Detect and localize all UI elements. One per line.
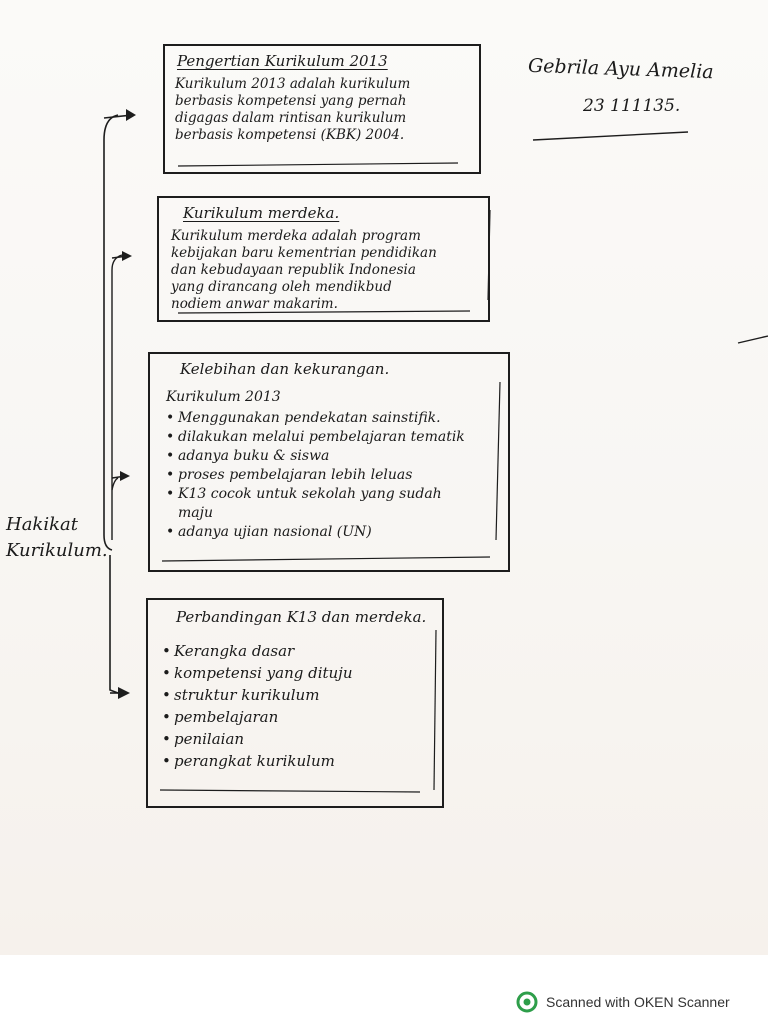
box4-list xyxy=(162,640,353,772)
box2-body xyxy=(171,228,437,313)
scanner-text: Scanned with OKEN Scanner xyxy=(546,994,730,1010)
central-topic-line2: Kurikulum. xyxy=(6,540,108,561)
box3-item: • Menggunakan pendekatan sainstifik. xyxy=(166,409,468,428)
box2-title: Kurikulum merdeka. xyxy=(183,204,340,222)
box3-item: • adanya buku & siswa xyxy=(166,447,468,466)
central-topic xyxy=(6,512,108,564)
box2-line: dan kebudayaan republik Indonesia xyxy=(171,262,416,278)
oken-logo-icon xyxy=(516,991,538,1013)
box3-item: • adanya ujian nasional (UN) xyxy=(166,523,468,542)
box4-body xyxy=(162,640,353,772)
box2-line: nodiem anwar makarim. xyxy=(171,296,338,312)
box1-title: Pengertian Kurikulum 2013 xyxy=(177,52,388,70)
box-perbandingan xyxy=(146,598,444,808)
central-topic-line1: Hakikat xyxy=(6,514,78,535)
scanner-watermark xyxy=(516,990,730,1014)
box-pengertian-k13 xyxy=(163,44,481,174)
box4-item: • pembelajaran xyxy=(162,706,353,728)
box4-title: Perbandingan K13 dan merdeka. xyxy=(176,608,427,626)
box2-line: yang dirancang oleh mendikbud xyxy=(171,279,392,295)
box4-item: • penilaian xyxy=(162,728,353,750)
box3-item: • dilakukan melalui pembelajaran tematik xyxy=(166,428,468,447)
box-kurikulum-merdeka xyxy=(157,196,490,322)
box4-item: • kompetensi yang dituju xyxy=(162,662,353,684)
box1-body xyxy=(175,76,410,144)
box4-item: • struktur kurikulum xyxy=(162,684,353,706)
box1-line: berbasis kompetensi yang pernah xyxy=(175,93,407,109)
box3-item: • K13 cocok untuk sekolah yang sudah maju xyxy=(166,485,448,523)
box3-title: Kelebihan dan kekurangan. xyxy=(180,360,390,378)
box3-item: • proses pembelajaran lebih leluas xyxy=(166,466,468,485)
box1-line: berbasis kompetensi (KBK) 2004. xyxy=(175,127,405,143)
box3-list xyxy=(166,409,468,542)
box2-line: Kurikulum merdeka adalah program xyxy=(171,228,421,244)
box1-line: Kurikulum 2013 adalah kurikulum xyxy=(175,76,411,92)
box3-body xyxy=(166,388,468,542)
box4-item: • Kerangka dasar xyxy=(162,640,353,662)
box-kelebihan-kekurangan xyxy=(148,352,510,572)
author-nim: 23 111135. xyxy=(583,96,681,116)
box3-subtitle: Kurikulum 2013 xyxy=(166,389,281,405)
box1-line: digagas dalam rintisan kurikulum xyxy=(175,110,407,126)
box4-item: • perangkat kurikulum xyxy=(162,750,353,772)
box2-line: kebijakan baru kementrian pendidikan xyxy=(171,245,437,261)
author-name: Gebrila Ayu Amelia xyxy=(527,54,714,84)
